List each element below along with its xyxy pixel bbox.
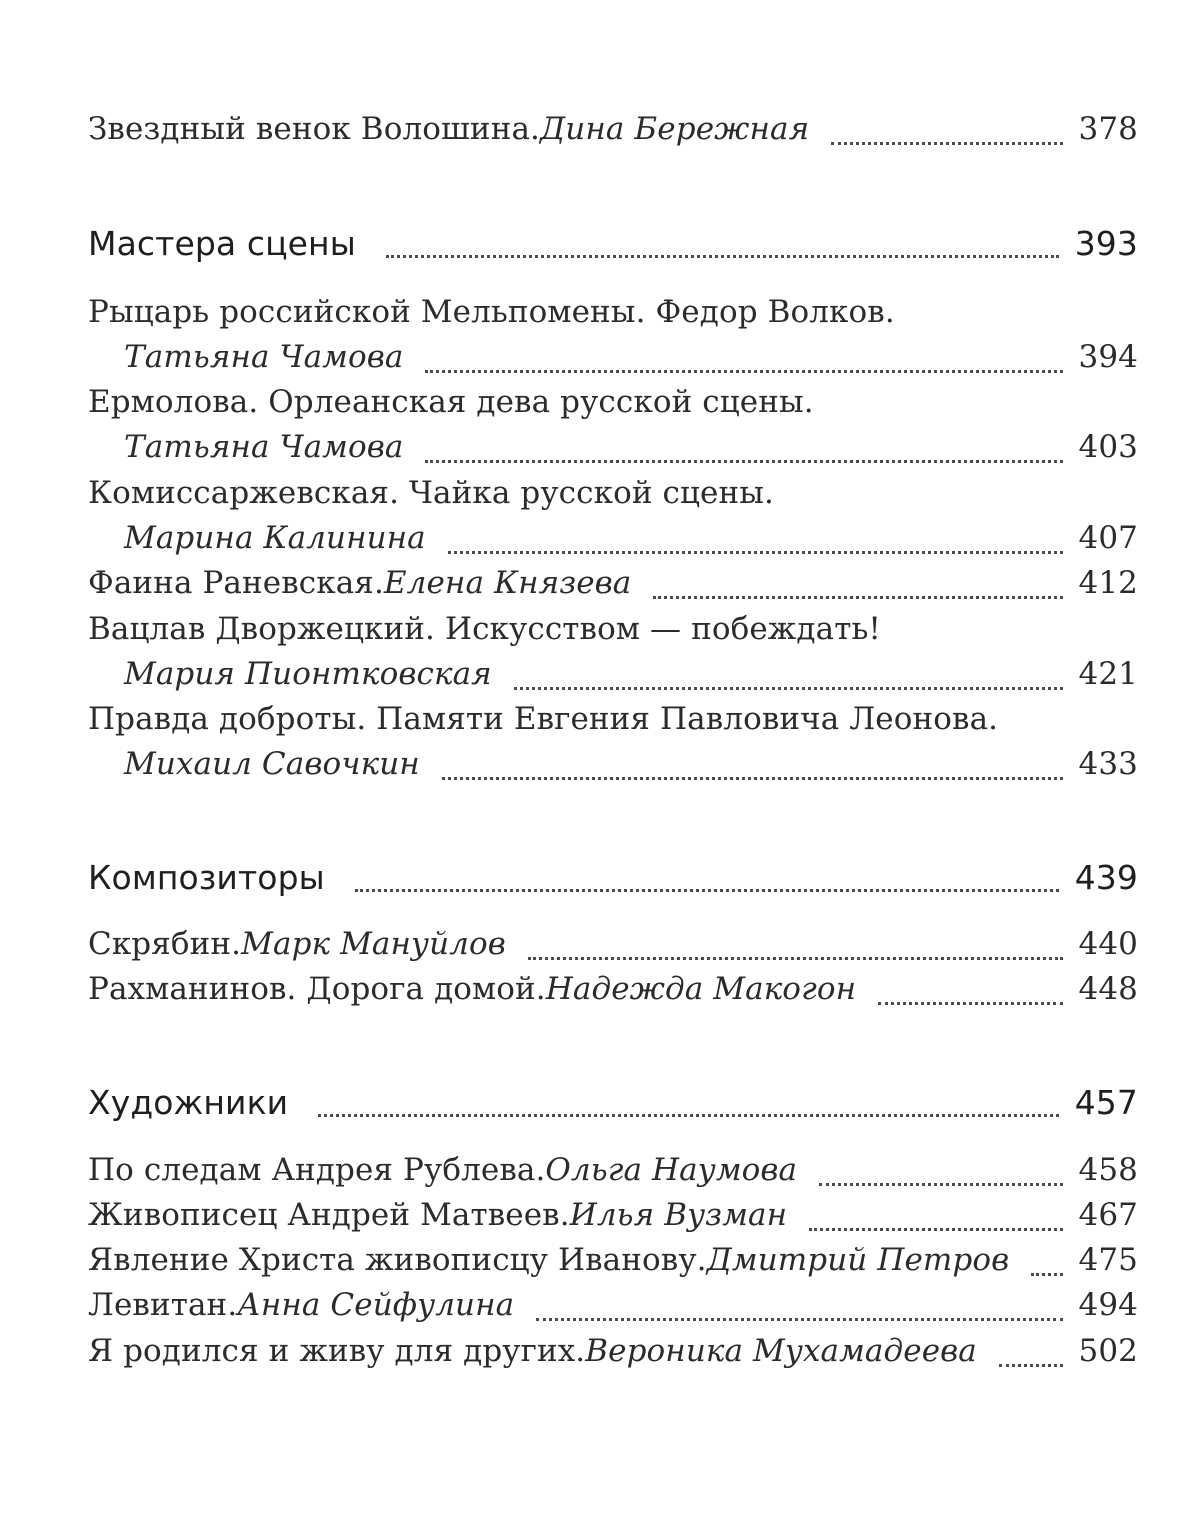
entry-title: Живописец Андрей Матвеев. xyxy=(88,1197,570,1233)
entry-page-number: 502 xyxy=(1078,1333,1138,1369)
toc-entry-author-line xyxy=(124,746,1138,792)
entry-author: Анна Сейфулина xyxy=(237,1287,515,1323)
dot-leader xyxy=(653,596,1062,599)
dot-leader xyxy=(386,255,1059,258)
entry-title: Вацлав Дворжецкий. Искусством — побеждать! xyxy=(88,611,881,647)
toc-entry-author-line xyxy=(124,429,1138,475)
dot-leader xyxy=(355,889,1059,892)
entry-author: Надежда Макогон xyxy=(545,971,857,1007)
table-of-contents xyxy=(88,0,1138,1517)
toc-entry-title-line xyxy=(88,475,1138,521)
entry-page-number: 394 xyxy=(1078,339,1138,375)
entry-author: Татьяна Чамова xyxy=(124,339,404,375)
toc-entry xyxy=(88,1152,1138,1198)
dot-leader xyxy=(999,1364,1063,1367)
toc-entry-author-line xyxy=(124,339,1138,385)
section-page-number: 439 xyxy=(1074,858,1138,897)
entry-author: Ольга Наумова xyxy=(545,1152,798,1188)
toc-entry-author-line xyxy=(124,656,1138,702)
section-heading xyxy=(88,224,1138,270)
entry-page-number: 467 xyxy=(1078,1197,1138,1233)
dot-leader xyxy=(442,777,1063,780)
entry-title: Правда доброты. Памяти Евгения Павловича Леонова. xyxy=(88,701,999,737)
entry-page-number: 458 xyxy=(1078,1152,1138,1188)
entry-title: Звездный венок Волошина. xyxy=(88,111,540,147)
entry-title: Явление Христа живописцу Иванову. xyxy=(88,1242,707,1278)
toc-entry xyxy=(88,1197,1138,1243)
entry-page-number: 433 xyxy=(1078,746,1138,782)
toc-entry xyxy=(88,1287,1138,1333)
section-heading xyxy=(88,1083,1138,1129)
toc-entry-title-line xyxy=(88,611,1138,657)
dot-leader xyxy=(425,460,1062,463)
entry-page-number: 448 xyxy=(1078,971,1138,1007)
entry-title: Фаина Раневская. xyxy=(88,565,384,601)
entry-author: Дина Бережная xyxy=(540,111,810,147)
entry-title: Рыцарь российской Мельпомены. Федор Волков. xyxy=(88,294,895,330)
dot-leader xyxy=(318,1114,1059,1117)
entry-author: Михаил Савочкин xyxy=(124,746,420,782)
dot-leader xyxy=(819,1183,1062,1186)
entry-page-number: 403 xyxy=(1078,429,1138,465)
dot-leader xyxy=(831,142,1062,145)
entry-title: Комиссаржевская. Чайка русской сцены. xyxy=(88,475,774,511)
section-page-number: 457 xyxy=(1074,1083,1138,1122)
dot-leader xyxy=(878,1002,1062,1005)
entry-page-number: 494 xyxy=(1078,1287,1138,1323)
entry-title: По следам Андрея Рублева. xyxy=(88,1152,546,1188)
toc-entry-title-line xyxy=(88,384,1138,430)
entry-page-number: 407 xyxy=(1078,520,1138,556)
dot-leader xyxy=(536,1318,1062,1321)
section-title: Художники xyxy=(88,1083,289,1122)
toc-entry xyxy=(88,1333,1138,1379)
entry-page-number: 421 xyxy=(1078,656,1138,692)
dot-leader xyxy=(425,370,1062,373)
toc-entry xyxy=(88,111,1138,157)
toc-entry xyxy=(88,565,1138,611)
entry-author: Татьяна Чамова xyxy=(124,429,404,465)
toc-entry xyxy=(88,926,1138,972)
entry-author: Марина Калинина xyxy=(124,520,426,556)
toc-entry-title-line xyxy=(88,701,1138,747)
entry-author: Марк Мануйлов xyxy=(241,926,506,962)
dot-leader xyxy=(1031,1273,1062,1276)
section-heading xyxy=(88,858,1138,904)
toc-entry xyxy=(88,971,1138,1017)
entry-title: Ермолова. Орлеанская дева русской сцены. xyxy=(88,384,814,420)
entry-author: Вероника Мухамадеева xyxy=(585,1333,977,1369)
entry-title: Рахманинов. Дорога домой. xyxy=(88,971,546,1007)
entry-title: Левитан. xyxy=(88,1287,238,1323)
toc-entry-title-line xyxy=(88,294,1138,340)
entry-author: Дмитрий Петров xyxy=(706,1242,1010,1278)
dot-leader xyxy=(514,687,1063,690)
toc-entry-author-line xyxy=(124,520,1138,566)
entry-page-number: 475 xyxy=(1078,1242,1138,1278)
entry-page-number: 412 xyxy=(1078,565,1138,601)
entry-author: Мария Пионтковская xyxy=(124,656,492,692)
dot-leader xyxy=(448,551,1063,554)
entry-author: Елена Князева xyxy=(383,565,632,601)
section-page-number: 393 xyxy=(1074,224,1138,263)
entry-title: Я родился и живу для других. xyxy=(88,1333,586,1369)
section-title: Композиторы xyxy=(88,858,325,897)
section-title: Мастера сцены xyxy=(88,224,356,263)
dot-leader xyxy=(528,957,1063,960)
entry-page-number: 378 xyxy=(1078,111,1138,147)
dot-leader xyxy=(809,1228,1062,1231)
toc-entry xyxy=(88,1242,1138,1288)
entry-title: Скрябин. xyxy=(88,926,242,962)
entry-author: Илья Вузман xyxy=(569,1197,788,1233)
entry-page-number: 440 xyxy=(1078,926,1138,962)
